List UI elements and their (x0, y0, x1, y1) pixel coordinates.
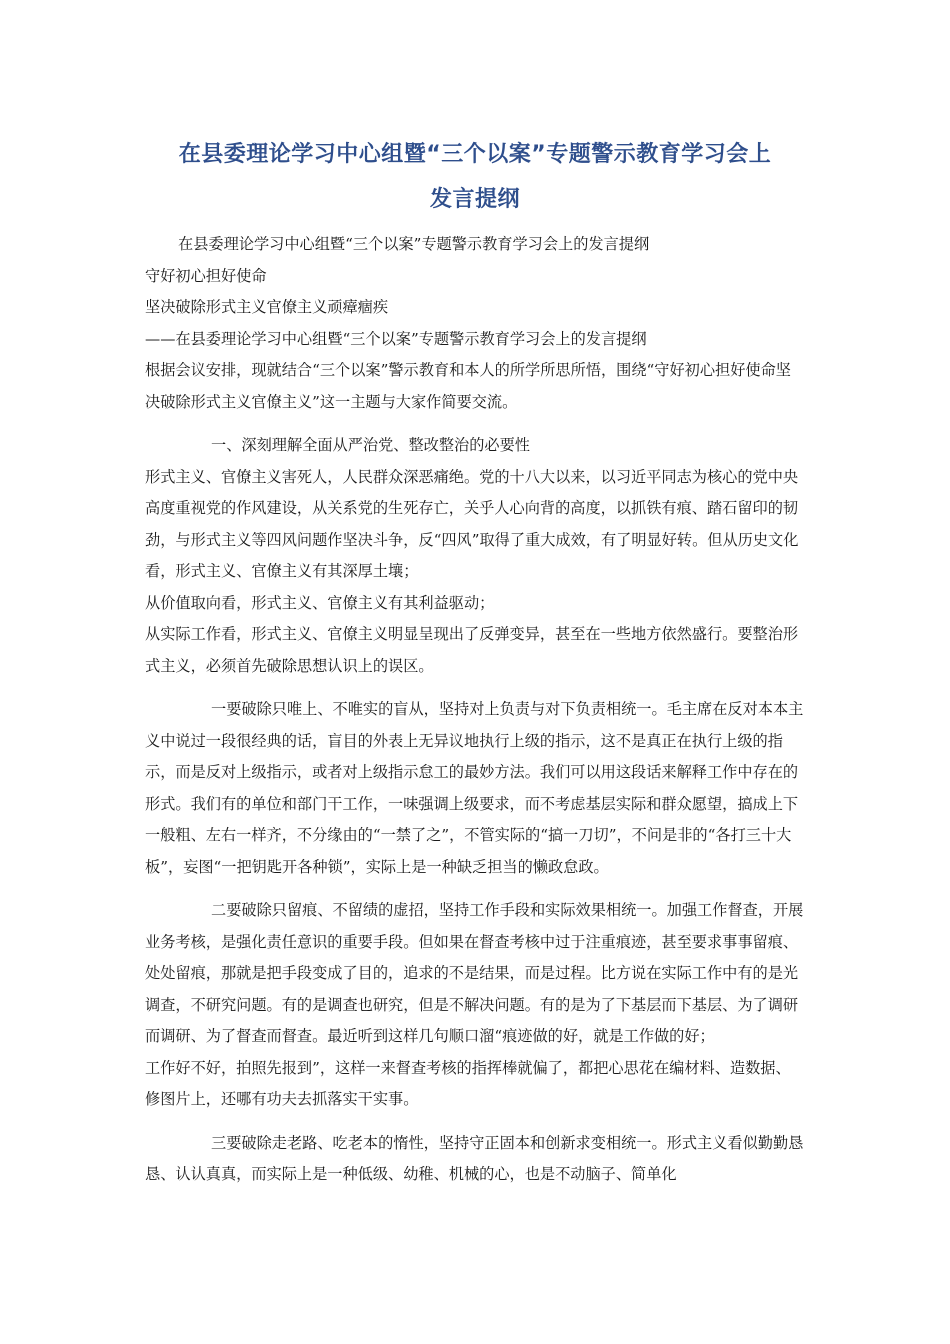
paragraph-section1-practice: 从实际工作看，形式主义、官僚主义明显呈现出了反弹变异，甚至在一些地方依然盛行。要整治形式主义，必须首先破除思想认识上的误区。 (145, 625, 799, 675)
paragraph-subtitle-1: 守好初心担好使命 (145, 266, 267, 285)
paragraph-opening: 根据会议安排，现就结合“三个以案”警示教育和本人的所学所思所悟，围绕“守好初心担好使命坚决破除形式主义官僚主义”这一主题与大家作简要交流。 (145, 361, 791, 411)
paragraph-byline: ——在县委理论学习中心组暨“三个以案”专题警示教育学习会上的发言提纲 (145, 329, 647, 348)
paragraph-point-3: 三要破除走老路、吃老本的惰性，坚持守正固本和创新求变相统一。形式主义看似勤勤恳恳、认认真真，而实际上是一种低级、幼稚、机械的心，也是不动脑子、简单化 (145, 1133, 804, 1183)
section-heading-1: 一、深刻理解全面从严治党、整改整治的必要性 (211, 436, 530, 454)
document-body (145, 229, 805, 1191)
paragraph-point-1: 一要破除只唯上、不唯实的盲从，坚持对上负责与对下负责相统一。毛主席在反对本本主义中说过一段很经典的话，盲目的外表上无异议地执行上级的指示，这不是真正在执行上级的指示，而是反对上级指示，或者对上级指示怠工的最妙方法。我们可以用这段话来解释工作中存在的形式。我们有的单位和部门干工作，一味强调上级要求，而不考虑基层实际和群众愿望，搞成上下一般粗、左右一样齐，不分缘由的“一禁了之”，不管实际的“搞一刀切”，不问是非的“各打三十大板”，妄图“一把钥匙开各种锁”，实际上是一种缺乏担当的懒政怠政。 (145, 700, 804, 876)
paragraph-point-2: 二要破除只留痕、不留绩的虚招，坚持工作手段和实际效果相统一。加强工作督查，开展业务考核，是强化责任意识的重要手段。但如果在督查考核中过于注重痕迹，甚至要求事事留痕、处处留痕，那就是把手段变成了目的，追求的不是结果，而是过程。比方说在实际工作中有的是光调查，不研究问题。有的是调查也研究，但是不解决问题。有的是为了下基层而下基层、为了调研而调研、为了督查而督查。最近听到这样几句顺口溜“痕迹做的好，就是工作做的好； (145, 901, 804, 1045)
paragraph-section1-value: 从价值取向看，形式主义、官僚主义有其利益驱动； (145, 593, 495, 612)
paragraph-section1-body: 形式主义、官僚主义害死人，人民群众深恶痛绝。党的十八大以来，以习近平同志为核心的党中央高度重视党的作风建设，从关系党的生死存亡，关乎人心向背的高度，以抓铁有痕、踏石留印的韧劲，与形式主义等四风问题作坚决斗争，反“四风”取得了重大成效，有了明显好转。但从历史文化看，形式主义、官僚主义有其深厚土壤； (145, 467, 799, 580)
document-title-line-2: 发言提纲 (429, 187, 520, 212)
paragraph-intro-title: 在县委理论学习中心组暨“三个以案”专题警示教育学习会上的发言提纲 (178, 235, 650, 253)
document-title-line-1: 在县委理论学习中心组暨“三个以案”专题警示教育学习会上 (178, 142, 772, 167)
paragraph-point-2-cont: 工作好不好，拍照先报到”，这样一来督查考核的指挥棒就偏了，都把心思花在编材料、造数据、修图片上，还哪有功夫去抓落实干实事。 (145, 1058, 791, 1108)
paragraph-subtitle-2: 坚决破除形式主义官僚主义顽瘴痼疾 (145, 298, 388, 316)
